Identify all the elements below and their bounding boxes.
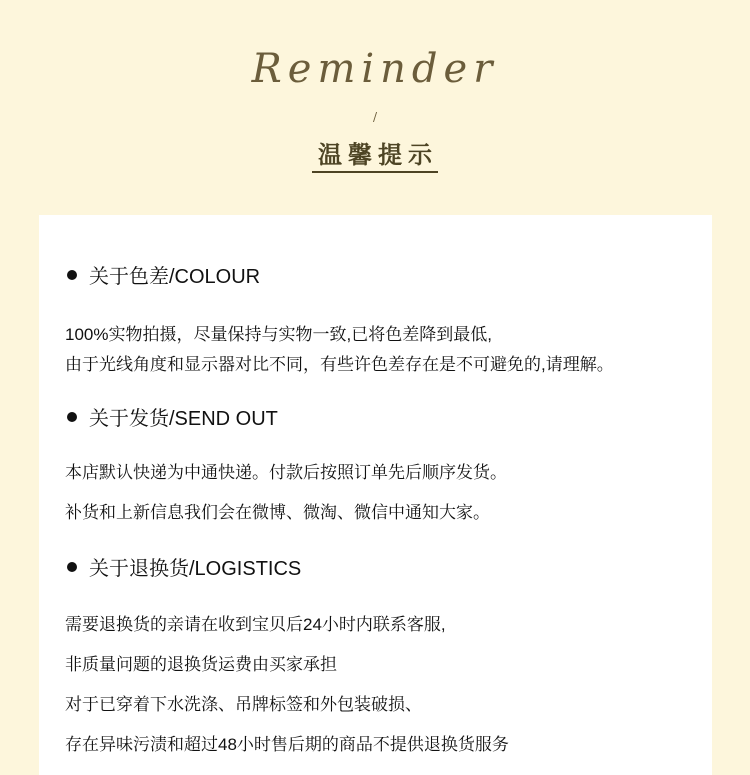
title-divider-slash: /	[372, 110, 378, 124]
section-line: 非质量问题的退换货运费由买家承担	[65, 655, 337, 674]
page-title-text: 温馨提示	[312, 140, 438, 173]
bullet-dot	[67, 412, 77, 422]
section-title-text: 关于色差/COLOUR	[89, 266, 261, 288]
section-line: 本店默认快递为中通快递。付款后按照订单先后顺序发货。	[65, 463, 507, 482]
reminder-header	[0, 0, 750, 200]
section-title-text: 关于退换货/LOGISTICS	[89, 558, 302, 580]
section-line: 由于光线角度和显示器对比不同，有些许色差存在是不可避免的,请理解。	[65, 355, 614, 374]
page-title	[0, 135, 750, 170]
section-line: 需要退换货的亲请在收到宝贝后24小时内联系客服,	[65, 615, 446, 634]
notice-card	[39, 215, 712, 775]
bullet-dot	[67, 270, 77, 280]
section-line: 100%实物拍摄，尽量保持与实物一致,已将色差降到最低,	[65, 325, 492, 344]
section-line: 对于已穿着下水洗涤、吊牌标签和外包装破损、	[65, 695, 422, 714]
section-line: 存在异味污渍和超过48小时售后期的商品不提供退换货服务	[65, 735, 509, 754]
bullet-dot	[67, 562, 77, 572]
reminder-script-title: Reminder	[251, 46, 499, 92]
section-title-colour	[67, 260, 260, 289]
section-line: 补货和上新信息我们会在微博、微淘、微信中通知大家。	[65, 503, 490, 522]
section-title-logistics	[67, 552, 301, 581]
section-title-text: 关于发货/SEND OUT	[89, 408, 278, 430]
section-title-send-out	[67, 402, 278, 431]
